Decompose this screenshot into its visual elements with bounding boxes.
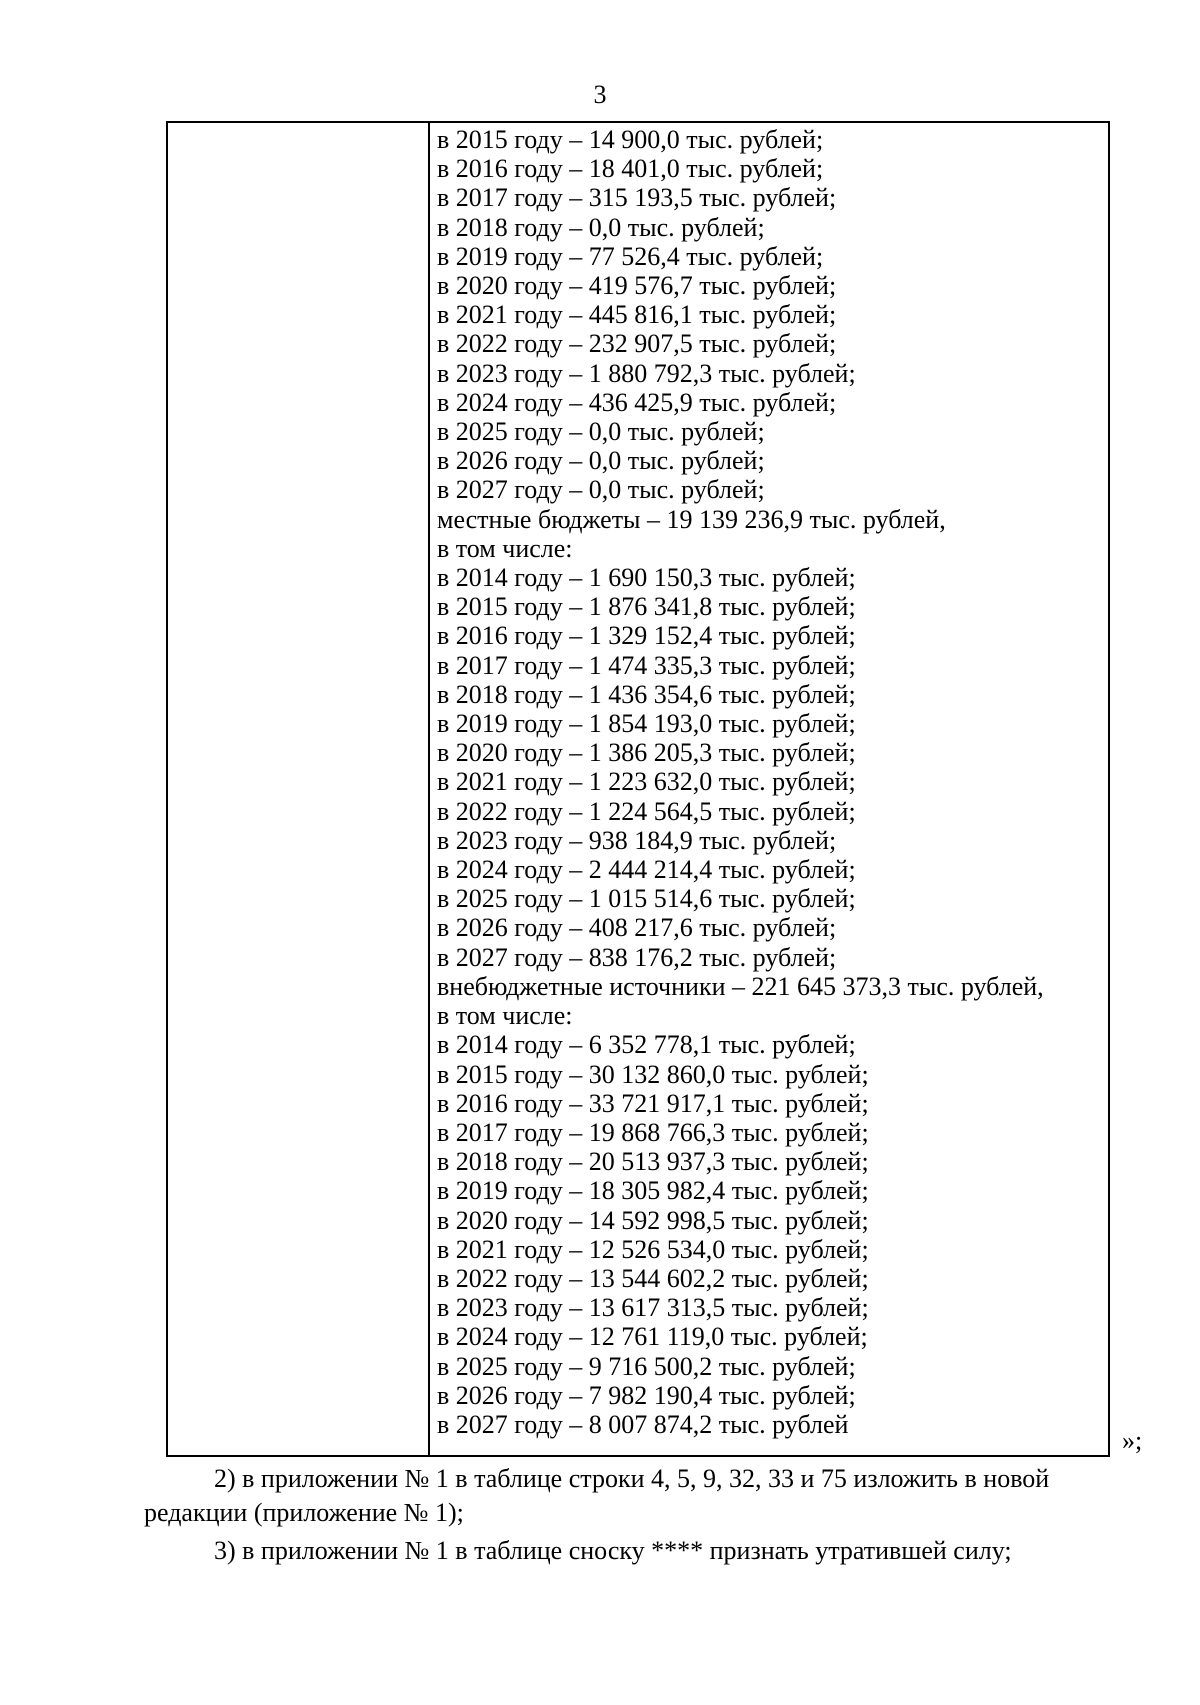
table-line: в 2024 году – 12 761 119,0 тыс. рублей; — [437, 1322, 868, 1352]
table-line: в 2017 году – 1 474 335,3 тыс. рублей; — [437, 650, 856, 680]
table-line: в 2021 году – 445 816,1 тыс. рублей; — [437, 300, 837, 330]
table-line: в 2023 году – 13 617 313,5 тыс. рублей; — [437, 1293, 869, 1323]
table-right-cell — [437, 125, 1100, 1439]
closing-quote-mark: »; — [1122, 1426, 1143, 1455]
table-line: в 2025 году – 0,0 тыс. рублей; — [437, 417, 765, 447]
table-line: в 2025 году – 1 015 514,6 тыс. рублей; — [437, 884, 856, 914]
table-line: в 2026 году – 408 217,6 тыс. рублей; — [437, 913, 837, 943]
table-line: в 2021 году – 1 223 632,0 тыс. рублей; — [437, 767, 856, 797]
table-line: в 2027 году – 8 007 874,2 тыс. рублей — [437, 1409, 849, 1439]
table-line: в 2015 году – 30 132 860,0 тыс. рублей; — [437, 1059, 869, 1089]
table-line: в 2024 году – 2 444 214,4 тыс. рублей; — [437, 855, 856, 885]
table-line: в 2018 году – 1 436 354,6 тыс. рублей; — [437, 679, 856, 709]
table-line: в 2025 году – 9 716 500,2 тыс. рублей; — [437, 1351, 856, 1381]
table-line: в 2027 году – 0,0 тыс. рублей; — [437, 475, 765, 505]
table-line: в 2020 году – 419 576,7 тыс. рублей; — [437, 271, 837, 301]
table-line: в 2027 году – 838 176,2 тыс. рублей; — [437, 942, 837, 972]
table-line: в 2019 году – 77 526,4 тыс. рублей; — [437, 241, 824, 271]
table-line: в 2018 году – 0,0 тыс. рублей; — [437, 212, 765, 242]
table-line: в 2014 году – 1 690 150,3 тыс. рублей; — [437, 563, 856, 593]
table-line: в 2024 году – 436 425,9 тыс. рублей; — [437, 387, 837, 417]
table-line: в 2019 году – 1 854 193,0 тыс. рублей; — [437, 709, 856, 739]
table-line: в 2016 году – 1 329 152,4 тыс. рублей; — [437, 621, 856, 651]
table-line: в 2021 году – 12 526 534,0 тыс. рублей; — [437, 1234, 869, 1264]
funding-table — [166, 121, 1110, 1457]
table-line: в 2022 году – 1 224 564,5 тыс. рублей; — [437, 796, 856, 826]
table-line: в 2023 году – 1 880 792,3 тыс. рублей; — [437, 358, 856, 388]
table-line: в том числе: — [437, 1001, 573, 1031]
table-line: местные бюджеты – 19 139 236,9 тыс. рублей, — [437, 504, 946, 534]
table-line: в 2026 году – 7 982 190,4 тыс. рублей; — [437, 1380, 856, 1410]
table-line: в 2020 году – 14 592 998,5 тыс. рублей; — [437, 1205, 869, 1235]
table-line: в 2015 году – 14 900,0 тыс. рублей; — [437, 125, 824, 154]
table-line: в 2015 году – 1 876 341,8 тыс. рублей; — [437, 592, 856, 622]
table-line: в 2017 году – 19 868 766,3 тыс. рублей; — [437, 1117, 869, 1147]
paragraph-3: 3) в приложении № 1 в таблице сноску **** признать утратившей силу; — [214, 1536, 1012, 1565]
table-line: внебюджетные источники – 221 645 373,3 тыс. рублей, — [437, 971, 1044, 1001]
table-line: в 2018 году – 20 513 937,3 тыс. рублей; — [437, 1147, 869, 1177]
table-line: в том числе: — [437, 533, 573, 563]
table-line: в 2022 году – 232 907,5 тыс. рублей; — [437, 329, 837, 359]
table-line: в 2020 году – 1 386 205,3 тыс. рублей; — [437, 738, 856, 768]
table-line: в 2023 году – 938 184,9 тыс. рублей; — [437, 825, 837, 855]
table-line: в 2017 году – 315 193,5 тыс. рублей; — [437, 183, 837, 213]
paragraph-2-line-2: редакции (приложение № 1); — [144, 1498, 464, 1527]
table-line: в 2022 году – 13 544 602,2 тыс. рублей; — [437, 1263, 869, 1293]
table-line: в 2016 году – 18 401,0 тыс. рублей; — [437, 154, 824, 184]
table-line: в 2014 году – 6 352 778,1 тыс. рублей; — [437, 1030, 856, 1060]
paragraph-2-line-1: 2) в приложении № 1 в таблице строки 4, 5, 9, 32, 33 и 75 изложить в новой — [214, 1464, 1050, 1493]
table-line: в 2016 году – 33 721 917,1 тыс. рублей; — [437, 1088, 869, 1118]
table-column-divider — [428, 123, 430, 1455]
table-line: в 2019 году – 18 305 982,4 тыс. рублей; — [437, 1176, 869, 1206]
page-number: 3 — [593, 80, 607, 109]
table-line: в 2026 году – 0,0 тыс. рублей; — [437, 446, 765, 476]
